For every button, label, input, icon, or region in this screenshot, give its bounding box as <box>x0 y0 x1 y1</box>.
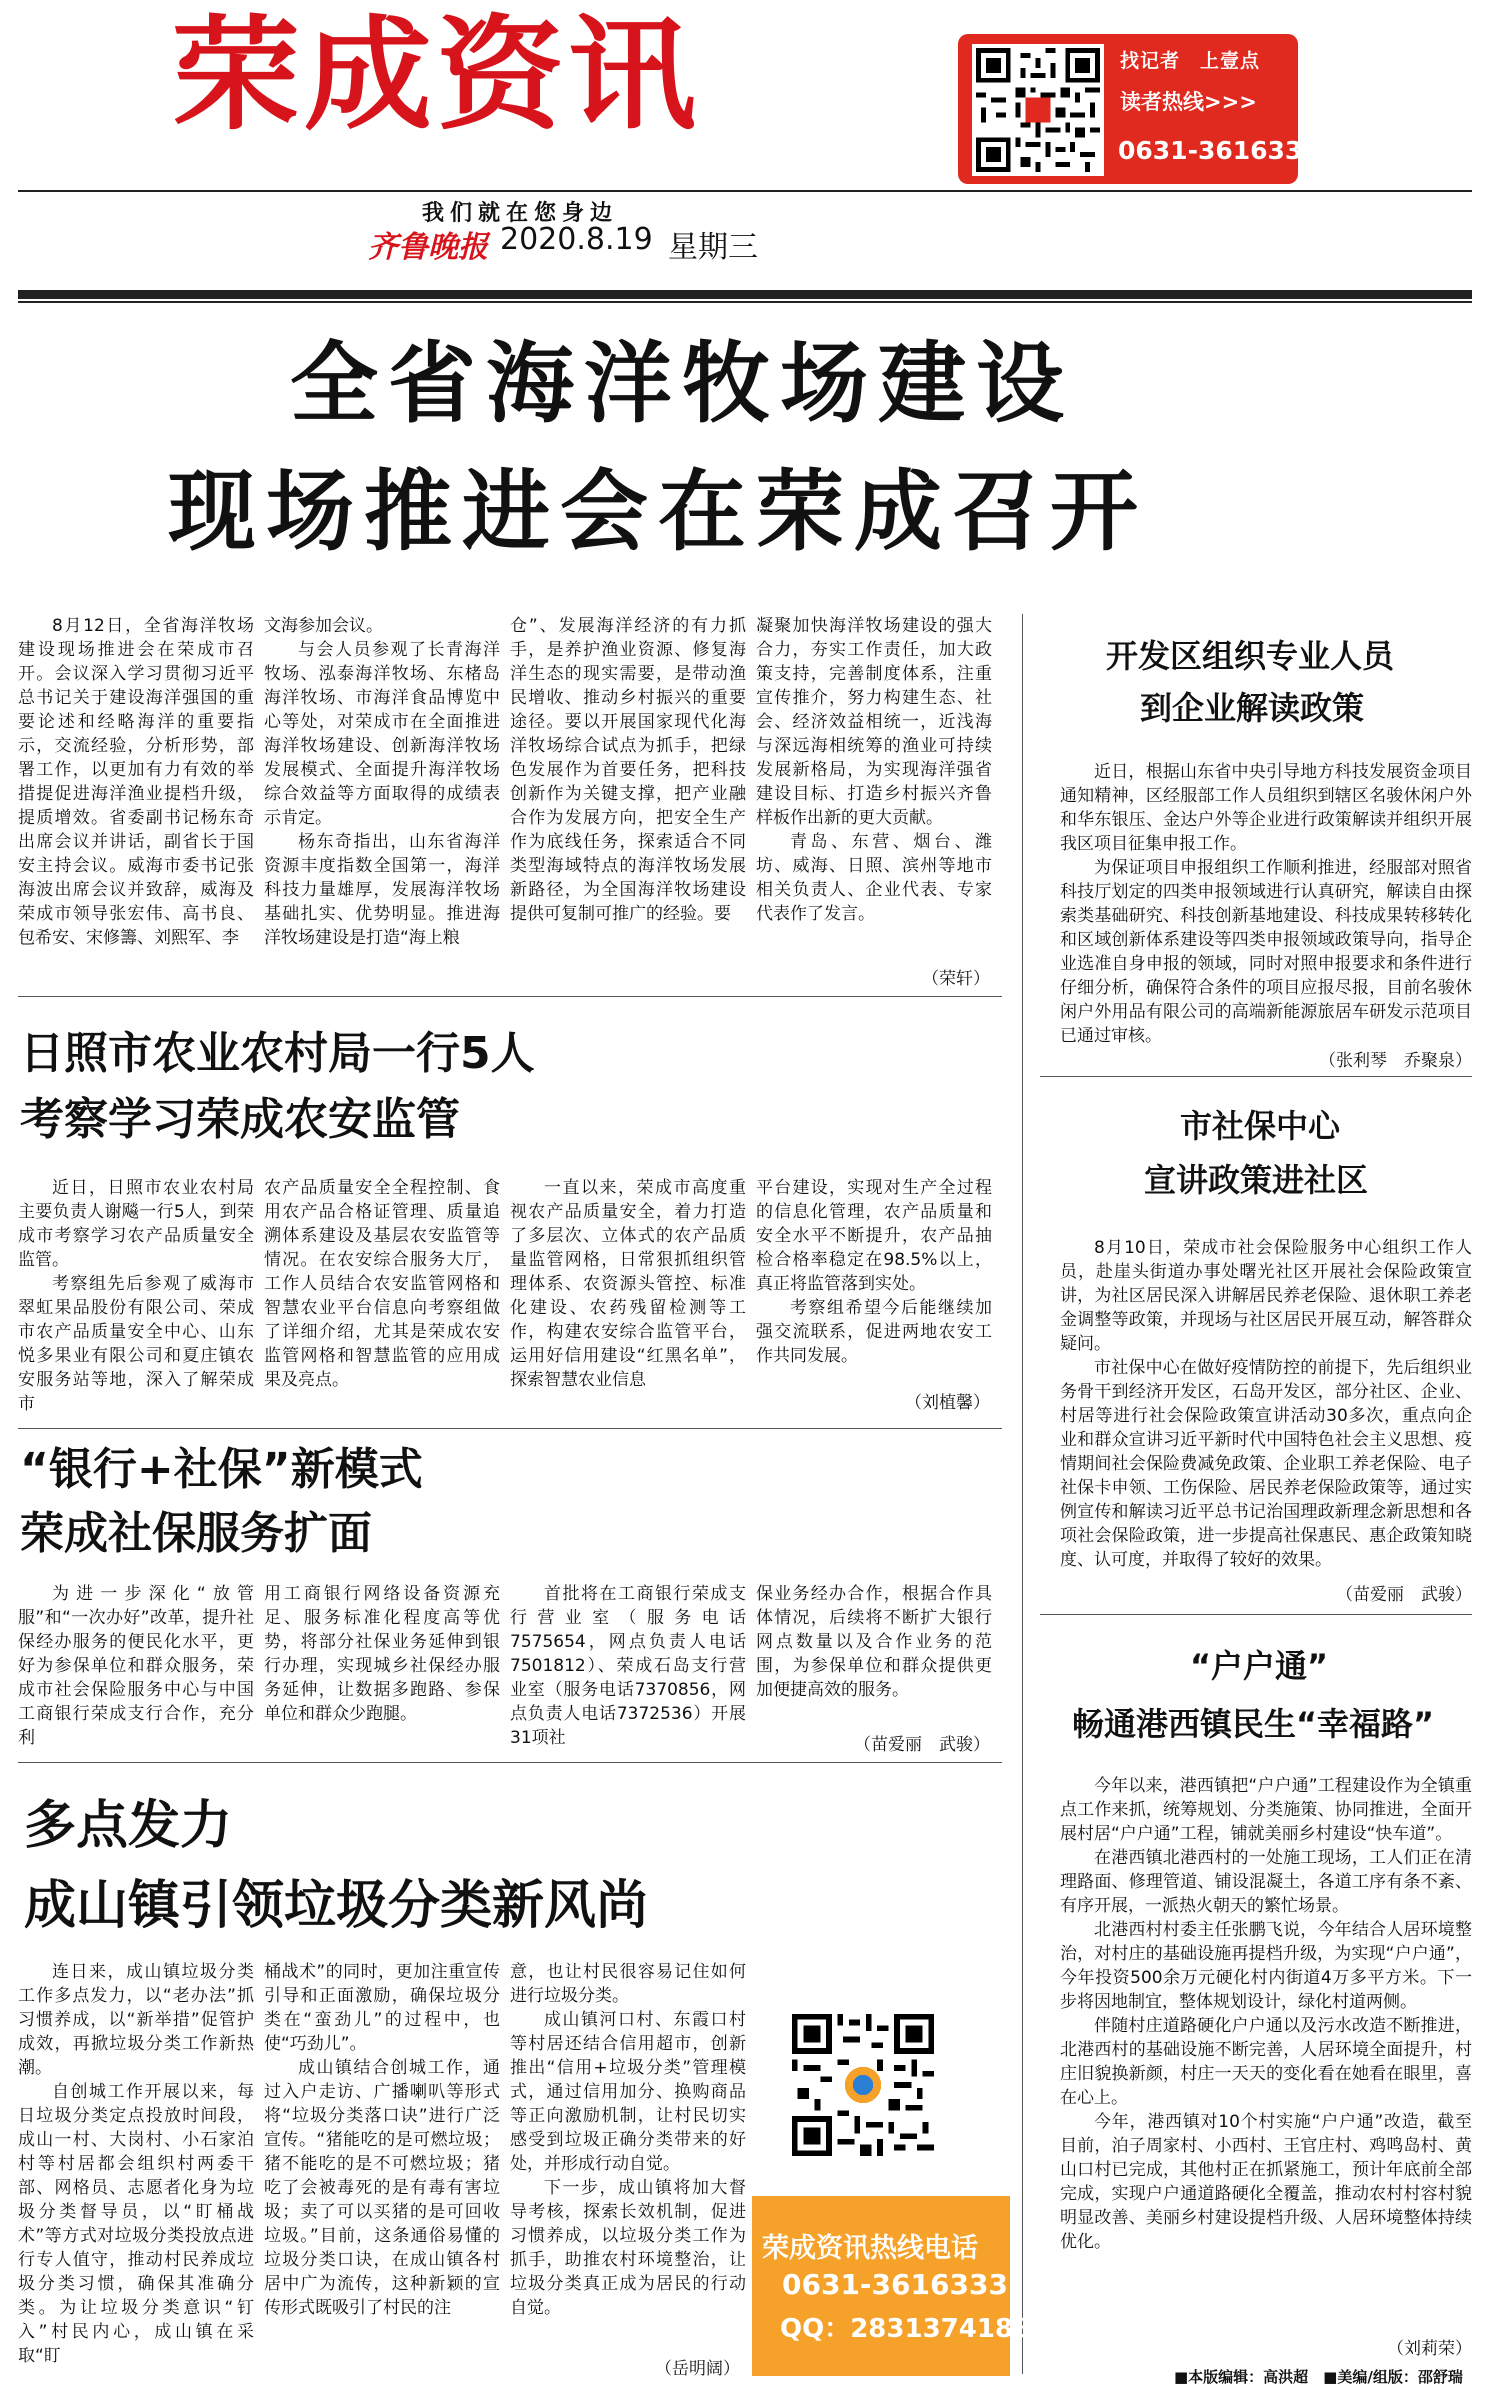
masthead-slogan: 我们就在您身边 <box>422 201 619 226</box>
bank-column-2 <box>264 1582 500 1752</box>
hotline-label: 读者热线>>> <box>1120 90 1257 114</box>
paragraph: 首批将在工商银行荣成支行营业室（服务电话7575654，网点负责人电话7501812）、荣成石岛支行营业室（服务电话7370856，网点负责人电话7372536）开展31项社 <box>510 1584 746 1748</box>
paragraph: 近日，日照市农业农村局主要负责人谢飚一行5人，到荣成市考察学习农产品质量安全监管。 <box>18 1178 254 1270</box>
paragraph: 下一步，成山镇将加大督导考核，探索长效机制，促进习惯养成，以垃圾分类工作为抓手，助推农村环境整治，让垃圾分类真正成为居民的行动自觉。 <box>510 2178 746 2318</box>
column-divider <box>1022 614 1023 2374</box>
chengshan-headline-line2: 成山镇引领垃圾分类新风尚 <box>24 1876 649 1936</box>
rizhao-headline-line1: 日照市农业农村局一行5人 <box>20 1028 535 1079</box>
paragraph: 青岛、东营、烟台、潍坊、威海、日照、滨州等地市相关负责人、企业代表、专家代表作了发言。 <box>756 832 992 924</box>
paragraph: 今年以来，港西镇把“户户通”工程建设作为全镇重点工作来抓，统筹规划、分类施策、协同推进，全面开展村居“户户通”工程，铺就美丽乡村建设“快车道”。 <box>1060 1776 1472 1844</box>
bank-column-4 <box>756 1582 992 1732</box>
kaifaqu-body <box>1060 760 1472 1050</box>
section-divider <box>1040 1614 1472 1615</box>
paragraph: 考察组希望今后能继续加强交流联系，促进两地农安工作共同发展。 <box>756 1298 992 1366</box>
paragraph: 市社保中心在做好疫情防控的前提下，先后组织业务骨干到经济开发区，石岛开发区，部分社区、企业、村居等进行社会保险政策宣讲活动30多次，重点向企业和群众宣讲习近平新时代中国特色社会主义思想、疫情期间社会保险费减免政策、企业职工养老保险、电子社保卡申领、工伤保险、居民养老保险政策等，通过实例宣传和解读习近平总书记治国理政新理念新思想和各项社会保险政策，进一步提高社保惠民、惠企政策知晓度、认可度，并取得了较好的效果。 <box>1060 1358 1472 1570</box>
bank-headline-line1: “银行+社保”新模式 <box>20 1444 423 1495</box>
kaifaqu-headline-line2: 到企业解读政策 <box>1140 689 1365 727</box>
issue-weekday: 星期三 <box>668 230 758 265</box>
paragraph: 8月10日，荣成市社会保险服务中心组织工作人员，赴崖头街道办事处曙光社区开展社会保险政策宣讲，为社区居民深入讲解居民养老保险、退休职工养老金调整等政策，并现场与社区居民开展互动，解答群众疑问。 <box>1060 1238 1472 1354</box>
chengshan-column-2 <box>264 1960 500 2380</box>
bank-headline-line2: 荣成社保服务扩面 <box>20 1508 372 1559</box>
section-divider <box>18 1762 1002 1763</box>
masthead-bottom-rule <box>18 290 1472 299</box>
promo-title: 荣成资讯热线电话 <box>762 2233 978 2264</box>
paragraph: 农产品质量安全全程控制、食用农产品合格证管理、质量追溯体系建设及基层农安监管等情况。在农安综合服务大厅，工作人员结合农安监管网格和智慧农业平台信息向考察组做了详细介绍，尤其是荣成农安监管网格和智慧监管的应用成果及亮点。 <box>264 1178 500 1390</box>
masthead-bottom-thin-rule <box>18 301 1472 303</box>
shebao-body <box>1060 1236 1472 1582</box>
masthead-title: 荣成资讯 <box>172 4 701 148</box>
paragraph: 北港西村村委主任张鹏飞说，今年结合人居环境整治，对村庄的基础设施再提档升级，为实现“户户通”，今年投资500余万元硬化村内街道4万多平方米。下一步将因地制宜，整体规划设计，绿化村道两侧。 <box>1060 1920 1472 2012</box>
chengshan-column-1 <box>18 1960 254 2380</box>
lead-column-4 <box>756 614 992 964</box>
issue-date: 2020.8.19 <box>500 222 653 257</box>
section-divider <box>1040 1076 1472 1077</box>
huhutong-byline: （刘莉荣） <box>1387 2339 1472 2359</box>
chengshan-byline: （岳明阔） <box>655 2359 740 2379</box>
paragraph: 保业务经办合作，根据合作具体情况，后续将不断扩大银行网点数量以及合作业务的范围，为参保单位和群众提供更加便捷高效的服务。 <box>756 1584 992 1700</box>
paragraph: 成山镇河口村、东霞口村等村居还结合信用超市，创新推出“信用+垃圾分类”管理模式，通过信用加分、换购商品等正向激励机制，让村民切实感受到垃圾正确分类带来的好处，并形成行动自觉。 <box>510 2010 746 2174</box>
rizhao-headline-line2: 考察学习荣成农安监管 <box>20 1094 460 1145</box>
paragraph: 文海参加会议。 <box>264 616 383 636</box>
lead-headline-line1: 全省海洋牧场建设 <box>290 332 1075 435</box>
masthead-divider <box>18 190 1472 192</box>
rizhao-column-3 <box>510 1176 746 1418</box>
paragraph: 与会人员参观了长青海洋牧场、泓泰海洋牧场、东楮岛海洋牧场、市海洋食品博览中心等处，对荣成市在全面推进海洋牧场建设、创新海洋牧场发展模式、全面提升海洋牧场综合效益等方面取得的成绩表示肯定。 <box>264 640 500 828</box>
rizhao-column-2 <box>264 1176 500 1418</box>
section-divider <box>18 1428 1002 1429</box>
paragraph: 8月12日，全省海洋牧场建设现场推进会在荣成市召开。会议深入学习贯彻习近平总书记关于建设海洋强国的重要论述和经略海洋的重要指示，交流经验，分析形势，部署工作，以更加有力有效的举措提促进海洋渔业提档升级，提质增效。省委副书记杨东奇出席会议并讲话，副省长于国安主持会议。威海市委书记张海波出席会议并致辞，威海及荣成市领导张宏伟、高书良、包希安、宋修籌、刘熙军、李 <box>18 616 254 948</box>
huhutong-headline-line2: 畅通港西镇民生“幸福路” <box>1072 1705 1435 1743</box>
paragraph: 杨东奇指出，山东省海洋资源丰度指数全国第一，海洋科技力量雄厚，发展海洋牧场基础扎实、优势明显。推进海洋牧场建设是打造“海上粮 <box>264 832 500 948</box>
huhutong-body <box>1060 1774 1472 2334</box>
paragraph: 凝聚加快海洋牧场建设的强大合力，夯实工作责任，加大政策支持，完善制度体系，注重宣传推介，努力构建生态、社会、经济效益相统一，近浅海与深远海相统筹的渔业可持续发展新格局，为实现海洋强省建设目标、打造乡村振兴齐鲁样板作出新的更大贡献。 <box>756 616 992 828</box>
paragraph: 意，也让村民很容易记住如何进行垃圾分类。 <box>510 1962 746 2006</box>
huhutong-headline-line1: “户户通” <box>1190 1647 1329 1685</box>
paragraph: 平台建设，实现对生产全过程的信息化管理，农产品质量和安全水平不断提升，农产品抽检合格率稳定在98.5%以上，真正将监管落到实处。 <box>756 1178 992 1294</box>
paragraph: 近日，根据山东省中央引导地方科技发展资金项目通知精神，区经服部工作人员组织到辖区名骏休闲户外和华东银压、金达户外等企业进行政策解读并组织开展我区项目征集申报工作。 <box>1060 762 1472 854</box>
footer-qr-code-icon[interactable] <box>788 2010 938 2160</box>
paragraph: 为保证项目申报组织工作顺利推进，经服部对照省科技厅划定的四类申报领域进行认真研究，解读自由探索类基础研究、科技创新基地建设、科技成果转移转化和区域创新体系建设等四类申报领域政策导向，指导企业选准自身申报的领域，同时对照申报要求和条件进行仔细分析，确保符合条件的项目应报尽报，目前名骏休闲户外用品有限公司的高端新能源旅居车研发示范项目已通过审核。 <box>1060 858 1472 1046</box>
paragraph: 连日来，成山镇垃圾分类工作多点发力，以“老办法”抓习惯养成，以“新举措”促管护成效，再掀垃圾分类工作新热潮。 <box>18 1962 254 2078</box>
paragraph: 成山镇结合创城工作，通过入户走访、广播喇叭等形式将“垃圾分类落口诀”进行广泛宣传。“猪能吃的是可燃垃圾；猪不能吃的是不可燃垃圾；猪吃了会被毒死的是有毒有害垃圾；卖了可以买猪的是可回收垃圾。”目前，这条通俗易懂的垃圾分类口诀，在成山镇各村居中广为流传，这种新颖的宣传形式既吸引了村民的注 <box>264 2058 500 2318</box>
paragraph: 伴随村庄道路硬化户户通以及污水改造不断推进，北港西村的基础设施不断完善，人居环境全面提升，村庄旧貌换新颜，村庄一天天的变化看在她看在眼里，喜在心上。 <box>1060 2016 1472 2108</box>
masthead-qr-code-icon[interactable] <box>972 44 1104 176</box>
kaifaqu-headline-line1: 开发区组织专业人员 <box>1106 637 1395 675</box>
paragraph: 桶战术”的同时，更加注重宣传引导和正面激励，确保垃圾分类在“蛮劲儿”的过程中，也使“巧劲儿”。 <box>264 1962 500 2054</box>
paragraph: 仓”、发展海洋经济的有力抓手，是养护渔业资源、修复海洋生态的现实需要，是带动渔民增收、推动乡村振兴的重要途径。要以开展国家现代化海洋牧场综合试点为抓手，把绿色发展作为首要任务，把科技创新作为关键支撑，把产业融合作为发展方向，把安全生产作为底线任务，探索适合不同类型海域特点的海洋牧场发展新路径，为全国海洋牧场建设提供可复制可推广的经验。要 <box>510 616 746 924</box>
shebao-byline: （苗爱丽 武骏） <box>1336 1585 1472 1605</box>
paragraph: 自创城工作开展以来，每日垃圾分类定点投放时间段，成山一村、大岗村、小石家泊村等村居都会组织村两委干部、网格员、志愿者化身为垃圾分类督导员，以“盯桶战术”等方式对垃圾分类投放点进行专人值守，推动村民养成垃圾分类习惯，确保其准确分类。为让垃圾分类意识“钉入”村民内心，成山镇在采取“盯 <box>18 2082 254 2366</box>
chengshan-column-3 <box>510 1960 746 2352</box>
bank-byline: （苗爱丽 武骏） <box>854 1735 990 1755</box>
paragraph: 考察组先后参观了威海市翠虹果品股份有限公司、荣成市农产品质量安全中心、山东悦多果业有限公司和夏庄镇农安服务站等地，深入了解荣成市 <box>18 1274 254 1414</box>
rizhao-column-1 <box>18 1176 254 1418</box>
paragraph: 今年，港西镇对10个村实施“户户通”改造，截至目前，泊子周家村、小西村、王官庄村、鸡鸣岛村、黄山口村已完成，其他村正在抓紧施工，预计年底前全部完成，实现户户通道路硬化全覆盖，推动农村村容村貌明显改善、美丽乡村建设提档升级、人居环境整体持续优化。 <box>1060 2112 1472 2252</box>
paper-logo: 齐鲁晚报 <box>368 230 488 265</box>
paragraph: 在港西镇北港西村的一处施工现场，工人们正在清理路面、修理管道、铺设混凝土，各道工序有条不紊、有序开展，一派热火朝天的繁忙场景。 <box>1060 1848 1472 1916</box>
promo-qq[interactable]: QQ：2831374188 <box>780 2314 1032 2344</box>
shebao-headline-line2: 宣讲政策进社区 <box>1144 1161 1369 1199</box>
lead-byline: （荣轩） <box>922 969 990 989</box>
section-divider <box>18 996 1002 997</box>
hotline-slogan: 找记者 上壹点 <box>1120 50 1261 72</box>
rizhao-column-4 <box>756 1176 992 1386</box>
paragraph: 为进一步深化“放管服”和“一次办好”改革，提升社保经办服务的便民化水平，更好为参保单位和群众服务，荣成市社会保险服务中心与中国工商银行荣成支行合作，充分利 <box>18 1584 254 1748</box>
hotline-number[interactable]: 0631-3616333 <box>1118 136 1320 165</box>
lead-column-3 <box>510 614 746 976</box>
lead-column-1 <box>18 614 254 976</box>
paragraph: 用工商银行网络设备资源充足、服务标准化程度高等优势，将部分社保业务延伸到银行办理，实现城乡社保经办服务延伸，让数据多跑路、参保单位和群众少跑腿。 <box>264 1584 500 1724</box>
rizhao-byline: （刘植馨） <box>905 1393 990 1413</box>
chengshan-headline-line1: 多点发力 <box>24 1796 233 1856</box>
kaifaqu-byline: （张利琴 乔聚泉） <box>1319 1051 1472 1071</box>
lead-headline-line2: 现场推进会在荣成召开 <box>168 460 1149 563</box>
paragraph: 一直以来，荣成市高度重视农产品质量安全，着力打造了多层次、立体式的农产品质量监管网格，日常狠抓组织管理体系、农资源头管控、标准化建设、农药残留检测等工作，构建农安综合监管平台，运用好信用建设“红黑名单”，探索智慧农业信息 <box>510 1178 746 1390</box>
lead-column-2 <box>264 614 500 976</box>
promo-phone[interactable]: 0631-3616333 <box>782 2268 1008 2301</box>
bank-column-3 <box>510 1582 746 1752</box>
page-credit: ■本版编辑：高洪超 ■美编/组版：邵舒瑞 <box>1174 2368 1463 2386</box>
bank-column-1 <box>18 1582 254 1752</box>
shebao-headline-line1: 市社保中心 <box>1180 1107 1341 1145</box>
